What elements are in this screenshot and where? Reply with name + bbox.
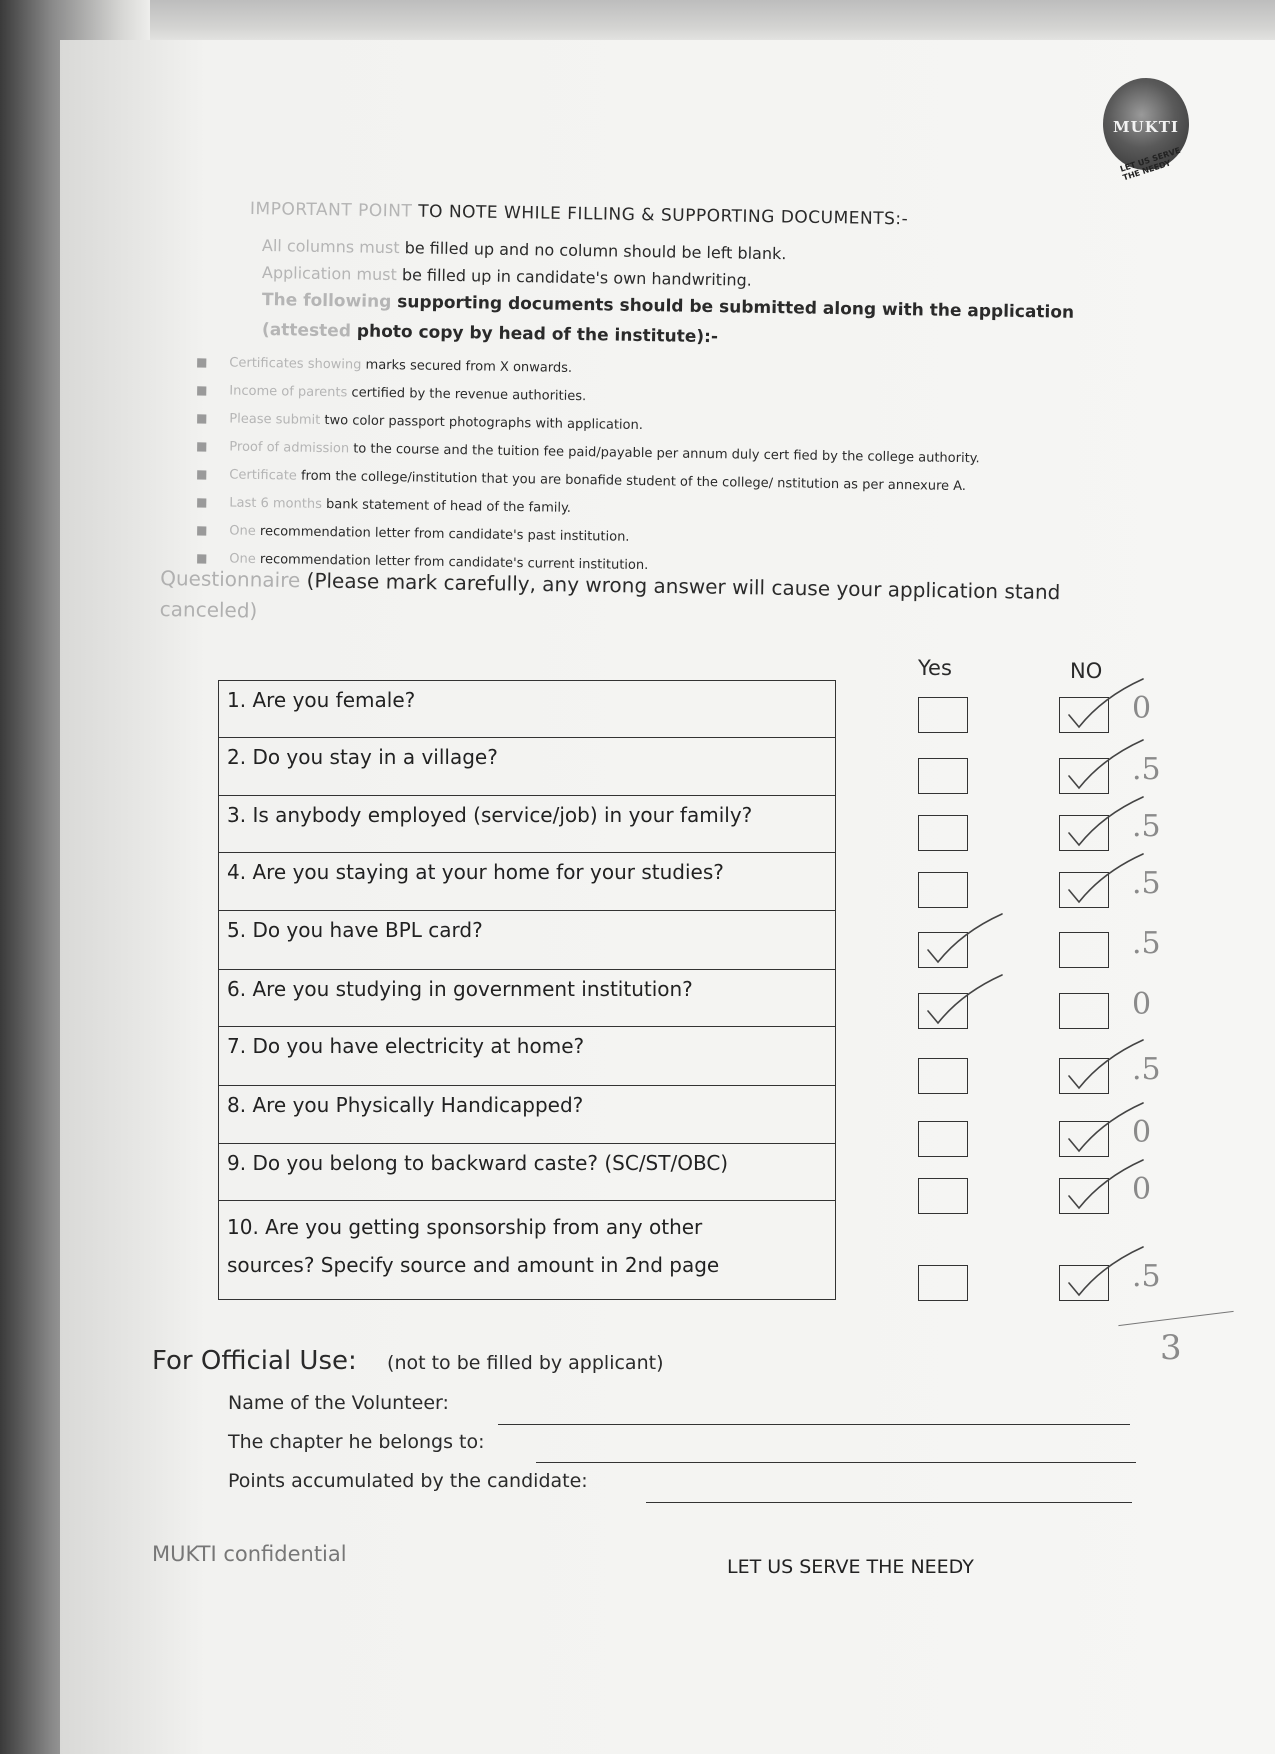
score-mark: 0	[1132, 691, 1152, 726]
bullet-text: certified by the revenue authorities.	[351, 385, 587, 405]
note-faded: The following	[261, 290, 392, 313]
question-row	[219, 1026, 835, 1085]
bullet-faded: Certificates showing	[229, 355, 362, 373]
no-checkbox[interactable]	[1059, 1265, 1109, 1301]
note-text: photo copy by head of the institute):-	[356, 321, 719, 348]
no-checkbox[interactable]	[1059, 993, 1109, 1029]
bullet-text: two color passport photographs with application.	[324, 413, 644, 434]
bullet-faded: Please submit	[229, 411, 321, 428]
score-mark: .5	[1132, 809, 1161, 844]
question-row	[219, 680, 835, 737]
chapter-field[interactable]	[536, 1462, 1136, 1463]
note-faded: All columns must	[261, 236, 400, 258]
official-subtitle: (not to be filled by applicant)	[387, 1352, 664, 1374]
question-text: 8. Are you Physically Handicapped?	[227, 1093, 584, 1117]
yes-checkbox[interactable]	[918, 1121, 968, 1157]
no-checkbox[interactable]	[1059, 1058, 1109, 1094]
bullet-marker: ■	[195, 383, 208, 398]
bullet-faded: Proof of admission	[229, 439, 350, 457]
chapter-label: The chapter he belongs to:	[228, 1431, 485, 1453]
no-checkbox[interactable]	[1059, 815, 1109, 851]
bullet-marker: ■	[195, 411, 208, 426]
question-text: 4. Are you staying at your home for your studies?	[227, 860, 724, 884]
points-field[interactable]	[646, 1502, 1132, 1503]
question-row	[219, 910, 835, 969]
notes-title-faded: IMPORTANT POINT	[249, 199, 413, 222]
bullet-text: recommendation letter from candidate's current institution.	[259, 552, 649, 574]
yes-checkbox[interactable]	[918, 1265, 968, 1301]
question-row	[219, 1085, 835, 1143]
bullet-marker: ■	[195, 495, 208, 510]
yes-checkbox[interactable]	[918, 1178, 968, 1214]
question-text: 2. Do you stay in a village?	[227, 745, 498, 769]
score-mark: 0	[1132, 987, 1152, 1022]
yes-checkbox[interactable]	[918, 697, 968, 733]
notes-title-text: TO NOTE WHILE FILLING & SUPPORTING DOCUMENTS:-	[418, 201, 909, 230]
bullet-faded: Income of parents	[229, 383, 348, 401]
score-mark: .5	[1132, 866, 1161, 901]
no-checkbox[interactable]	[1059, 932, 1109, 968]
bullet-faded: One	[229, 551, 256, 567]
bullet-marker: ■	[195, 355, 208, 370]
no-checkbox[interactable]	[1059, 872, 1109, 908]
question-row	[219, 795, 835, 852]
question-text: 6. Are you studying in government institution?	[227, 977, 693, 1001]
question-text: 10. Are you getting sponsorship from any other	[227, 1215, 703, 1239]
volunteer-label: Name of the Volunteer:	[228, 1392, 449, 1414]
bullet-text: bank statement of head of the family.	[325, 497, 572, 516]
official-title-text: For Official Use:	[152, 1346, 357, 1376]
questionnaire-title-faded: Questionnaire	[160, 566, 301, 593]
question-row	[219, 1143, 835, 1200]
footer-confidential: MUKTI confidential	[152, 1542, 347, 1566]
bullet-text: marks secured from X onwards.	[365, 357, 573, 376]
no-checkbox[interactable]	[1059, 758, 1109, 794]
note-text: supporting documents should be submitted along with the application	[397, 292, 1075, 323]
note-faded: Application must	[261, 263, 397, 285]
question-row	[219, 1200, 835, 1300]
bullet-marker: ■	[195, 467, 208, 482]
footer-tagline: LET US SERVE THE NEEDY	[727, 1556, 974, 1578]
total-score: 3	[1160, 1328, 1182, 1368]
score-mark: 0	[1132, 1115, 1152, 1150]
note-text: be filled up and no column should be left blank.	[404, 238, 787, 264]
points-label: Points accumulated by the candidate:	[228, 1470, 588, 1492]
question-row	[219, 737, 835, 795]
question-text-2: sources? Specify source and amount in 2nd page	[227, 1253, 720, 1277]
no-checkbox[interactable]	[1059, 1121, 1109, 1157]
logo-tagline: LET US SERVE THE NEEDY	[1118, 145, 1182, 183]
yes-checkbox[interactable]	[918, 932, 968, 968]
yes-checkbox[interactable]	[918, 872, 968, 908]
score-mark: .5	[1132, 1052, 1161, 1087]
bullet-marker: ■	[195, 523, 208, 538]
question-text: 1. Are you female?	[227, 688, 416, 712]
no-checkbox[interactable]	[1059, 1178, 1109, 1214]
bullet-marker: ■	[195, 551, 208, 566]
yes-checkbox[interactable]	[918, 993, 968, 1029]
questionnaire-title-2: canceled)	[159, 596, 258, 623]
score-mark: 0	[1132, 1172, 1152, 1207]
note-faded: (attested	[261, 320, 352, 342]
bullet-faded: Last 6 months	[229, 495, 323, 512]
question-text: 9. Do you belong to backward caste? (SC/ST/OBC)	[227, 1151, 729, 1175]
bullet-text: recommendation letter from candidate's past institution.	[259, 524, 630, 545]
score-mark: .5	[1132, 752, 1161, 787]
bullet-text: to the course and the tuition fee paid/payable per annum duly cert fied by the college authority.	[353, 441, 980, 467]
bullet-marker: ■	[195, 439, 208, 454]
score-mark: .5	[1132, 926, 1161, 961]
question-text: 3. Is anybody employed (service/job) in your family?	[227, 803, 753, 827]
official-use-title	[152, 1346, 663, 1376]
bullet-text: from the college/institution that you are bonafide student of the college/ nstitution as per annexure A.	[300, 468, 967, 495]
note-text: be filled up in candidate's own handwriting.	[401, 265, 753, 290]
question-text: 5. Do you have BPL card?	[227, 918, 483, 942]
question-text: 7. Do you have electricity at home?	[227, 1034, 585, 1058]
yes-checkbox[interactable]	[918, 758, 968, 794]
question-row	[219, 852, 835, 910]
logo-text: MUKTI	[1113, 118, 1179, 136]
bullet-faded: One	[229, 523, 256, 539]
no-checkbox[interactable]	[1059, 697, 1109, 733]
yes-column-header: Yes	[918, 656, 952, 680]
no-column-header: NO	[1070, 659, 1103, 683]
volunteer-field[interactable]	[498, 1424, 1130, 1425]
yes-checkbox[interactable]	[918, 1058, 968, 1094]
yes-checkbox[interactable]	[918, 815, 968, 851]
questions-table	[218, 680, 836, 1300]
questionnaire-title: (Please mark carefully, any wrong answer will cause your application stand	[306, 568, 1061, 605]
score-mark: .5	[1132, 1259, 1161, 1294]
question-row	[219, 969, 835, 1026]
bullet-faded: Certificate	[229, 467, 297, 484]
